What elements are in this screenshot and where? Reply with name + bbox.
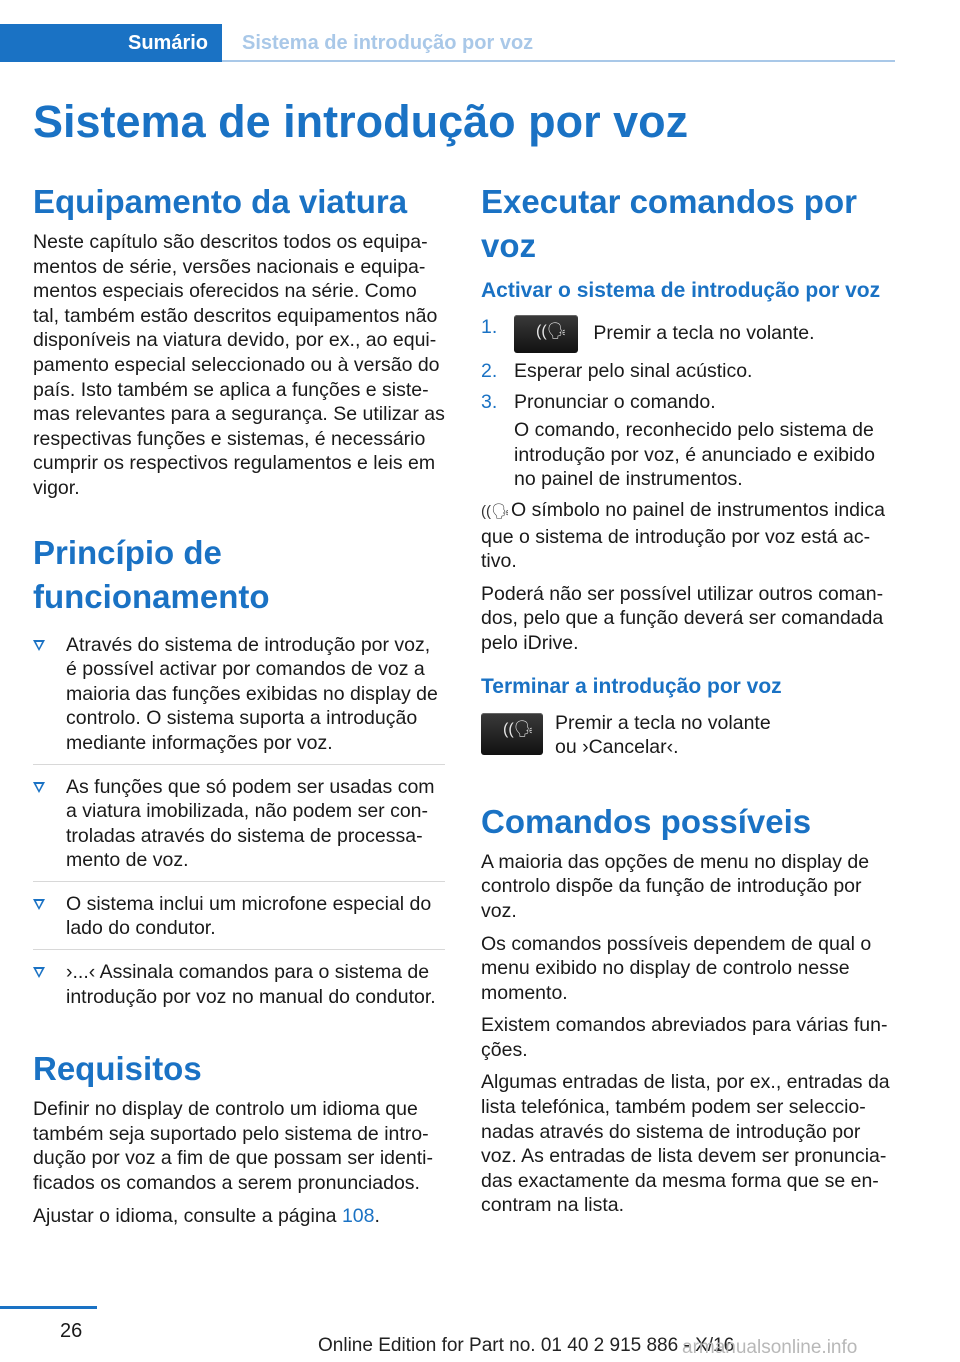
terminate-instruction [481, 711, 893, 760]
step-number: 1. [481, 316, 498, 338]
idrive-note: Poderá não ser possível utilizar outros comandos, pelo que a função deverá ser comandada pelo iDrive. [481, 582, 884, 654]
left-column [33, 180, 445, 1228]
triangle-bullet-icon [33, 782, 45, 793]
page-link[interactable]: 108 [341, 1204, 375, 1227]
triangle-bullet-icon [33, 967, 45, 978]
commands-paragraph-2: Os comandos possíveis dependem de qual o menu exibido no display de controlo nesse momento. [481, 932, 872, 1004]
page-title: Sistema de introdução por voz [33, 96, 689, 147]
list-item-text: Através do sistema de introdução por voz, é possível activar por comandos de voz a maioria das funções exibidas no display de controlo. O sistema suporta a introdução mediante informações por voz. [66, 633, 438, 754]
edition-footer: Online Edition for Part no. 01 40 2 915 886 - X/16 [318, 1335, 735, 1356]
section-text-equipment: Neste capítulo são descritos todos os equipamentos de série, versões nacionais e equipamentos especiais oferecidos na série. Como tal, também estão descritos equipamentos não disponíveis na viatura devido, por ex., ao equipamento especial seleccionado ou à versão do país. Isto também se aplica a funções e sistemas relevantes para a segurança. Se utilizar as respectivas funções e sistemas, é necessário cumprir os respectivos regulamentos e leis em vigor. [33, 231, 445, 499]
principle-list [33, 633, 445, 1018]
reference-text: Ajustar o idioma, consulte a página [33, 1204, 337, 1227]
step-number: 2. [481, 360, 498, 382]
voice-command-button-icon: ((🗣 [514, 315, 578, 353]
list-item-text: ›...‹ Assinala comandos para o sistema de introdução por voz no manual do condutor. [66, 961, 436, 1008]
commands-paragraph-1: A maioria das opções de menu no display de controlo dispõe da função de introdução por voz. [481, 850, 870, 922]
tab-chapter-link[interactable]: Sistema de introdução por voz [242, 32, 534, 54]
section-title-equipment: Equipamento da viatura [33, 183, 408, 220]
section-title-execute: Executar comandos por voz [481, 183, 857, 264]
step-text: Premir a tecla no volante. [593, 322, 815, 345]
voice-active-symbol-icon: ((🗣 [481, 502, 511, 520]
triangle-bullet-icon [33, 640, 45, 651]
list-item-text: As funções que só podem ser usadas com a viatura imobilizada, não podem ser controladas através do sistema de processamento de voz. [66, 775, 435, 872]
list-item [33, 960, 445, 1017]
triangle-bullet-icon [33, 899, 45, 910]
voice-command-button-icon: ((🗣 [481, 713, 543, 755]
section-title-requirements: Requisitos [33, 1050, 202, 1088]
subsection-title-terminate: Terminar a introdução por voz [481, 674, 782, 698]
page-number-rule [0, 1306, 97, 1309]
header-divider [222, 60, 895, 62]
list-item [33, 892, 445, 950]
terminate-line-1: Premir a tecla no volante [555, 711, 771, 734]
top-navigation-bar [0, 24, 895, 62]
terminate-line-2: ou ›Cancelar‹. [555, 736, 679, 759]
reference-suffix: . [374, 1204, 380, 1227]
activation-steps [481, 315, 893, 492]
section-title-principle: Princípio de funcionamento [33, 533, 270, 615]
page-number: 26 [60, 1320, 83, 1342]
commands-paragraph-3: Existem comandos abreviados para várias funções. [481, 1014, 888, 1061]
step-item [481, 390, 893, 492]
section-text-requirements: Definir no display de controlo um idioma que também seja suportado pelo sistema de introdução por voz a fim de que possam ser identificados os comandos a serem pronunciados. [33, 1098, 433, 1195]
language-setting-reference [33, 1204, 445, 1229]
watermark: armanualsonline.info [682, 1337, 858, 1358]
tab-summary[interactable]: Sumário [0, 24, 222, 62]
section-title-commands: Comandos possíveis [481, 802, 812, 840]
step-text: Esperar pelo sinal acústico. [514, 360, 753, 382]
right-column [481, 180, 893, 1218]
symbol-text: O símbolo no painel de instrumentos indica que o sistema de introdução por voz está activo. [481, 498, 885, 573]
step-item [481, 315, 893, 353]
list-item [33, 633, 445, 765]
list-item-text: O sistema inclui um microfone especial do lado do condutor. [66, 892, 432, 940]
step-number: 3. [481, 390, 498, 413]
step-text: Pronunciar o comando. [514, 390, 716, 413]
subsection-title-activate: Activar o sistema de introdução por voz [481, 279, 881, 302]
symbol-description [481, 498, 893, 574]
commands-paragraph-4: Algumas entradas de lista, por ex., entradas da lista telefónica, também podem ser seleccionadas através do sistema de introdução por voz. As entradas de lista devem ser pronunciadas exactamente da mesma forma que se encontram na lista. [481, 1071, 890, 1217]
step-item [481, 359, 893, 384]
list-item [33, 775, 445, 882]
step-detail: O comando, reconhecido pelo sistema de introdução por voz, é anunciado e exibido no painel de instrumentos. [514, 419, 875, 491]
